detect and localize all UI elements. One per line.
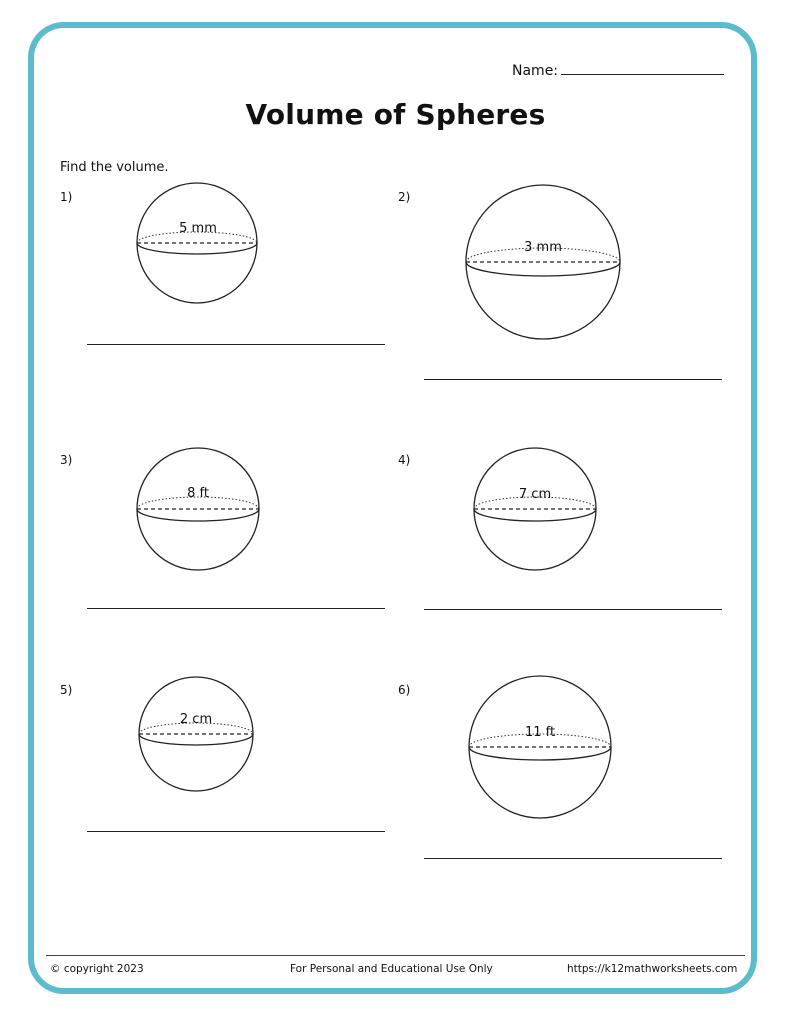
sphere-3 [137, 448, 259, 570]
problem-number-1: 1) [60, 190, 73, 204]
footer-usage-note: For Personal and Educational Use Only [290, 963, 493, 975]
answer-line-4[interactable] [424, 609, 722, 610]
answer-line-6[interactable] [424, 858, 722, 859]
sphere-3-label: 8 ft [187, 486, 209, 501]
problem-number-4: 4) [398, 453, 411, 467]
problem-number-5: 5) [60, 683, 73, 697]
worksheet-title: Volume of Spheres [245, 98, 546, 131]
sphere-2 [466, 185, 620, 339]
sphere-4-label: 7 cm [518, 487, 552, 502]
footer-divider [46, 955, 745, 956]
instructions-text: Find the volume. [60, 160, 169, 175]
sphere-1 [137, 183, 257, 303]
answer-line-1[interactable] [87, 344, 385, 345]
answer-line-3[interactable] [87, 608, 385, 609]
sphere-6 [469, 676, 611, 818]
sphere-6-label: 11 ft [524, 725, 556, 740]
problem-number-3: 3) [60, 453, 73, 467]
name-label: Name: [512, 63, 559, 79]
sphere-4 [474, 448, 596, 570]
footer-website-link[interactable]: https://k12mathworksheets.com [567, 963, 738, 975]
sphere-5 [139, 677, 253, 791]
sphere-2-label: 3 mm [524, 240, 562, 255]
answer-line-2[interactable] [424, 379, 722, 380]
footer-copyright: © copyright 2023 [50, 963, 144, 975]
sphere-1-label: 5 mm [179, 221, 217, 236]
problem-number-6: 6) [398, 683, 411, 697]
sphere-5-label: 2 cm [179, 712, 213, 727]
problem-number-2: 2) [398, 190, 411, 204]
answer-line-5[interactable] [87, 831, 385, 832]
